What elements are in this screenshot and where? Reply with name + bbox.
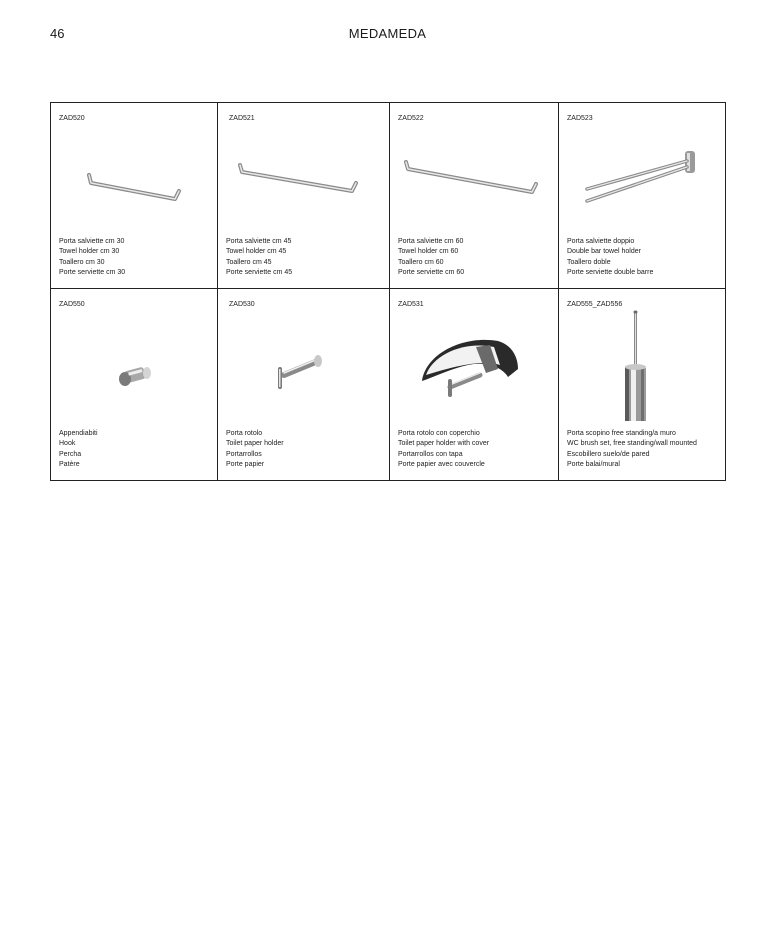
description-line-es: Percha — [59, 450, 82, 458]
description-line-en: Towel holder cm 60 — [398, 248, 459, 256]
description-line-fr: Porte serviette double barre — [567, 268, 654, 276]
description-line-it: Porta salviette doppio — [567, 238, 635, 245]
product-cell — [218, 103, 389, 288]
description-line-en: Towel holder cm 30 — [59, 248, 120, 256]
description-line-en: Towel holder cm 45 — [226, 248, 287, 256]
description-line-it: Porta rotolo — [226, 430, 263, 437]
product-code: ZAD522 — [398, 115, 424, 122]
product-description — [567, 429, 697, 470]
double-towel-bar-icon — [559, 131, 725, 231]
hook-icon — [51, 317, 217, 417]
description-line-fr: Patère — [59, 460, 80, 468]
description-line-en: Toilet paper holder — [226, 440, 284, 448]
product-description — [59, 237, 125, 278]
towel-bar-60-icon — [390, 131, 558, 231]
description-line-en: WC brush set, free standing/wall mounted — [567, 440, 697, 448]
product-description — [567, 237, 653, 278]
description-line-fr: Porte serviette cm 45 — [226, 268, 293, 276]
description-line-it: Appendiabiti — [59, 430, 98, 437]
product-cell — [390, 289, 558, 480]
description-line-es: Toallero cm 30 — [59, 258, 105, 266]
description-line-fr: Porte balai/mural — [567, 460, 620, 468]
description-line-es: Portarrollos — [226, 450, 262, 458]
product-description — [59, 429, 98, 470]
product-cell — [390, 103, 558, 288]
product-description — [398, 237, 464, 278]
product-cell — [559, 103, 725, 288]
product-cell — [51, 103, 217, 288]
brand-title: MEDAMEDA — [348, 26, 427, 41]
description-line-fr: Porte serviette cm 60 — [398, 268, 465, 276]
product-code: ZAD555_ZAD556 — [567, 301, 623, 308]
description-line-en: Double bar towel holder — [567, 248, 641, 256]
product-description — [226, 429, 284, 470]
toilet-paper-holder-icon — [218, 317, 389, 417]
covered-paper-holder-icon — [390, 317, 558, 417]
product-code: ZAD531 — [398, 301, 424, 308]
description-line-it: Porta rotolo con coperchio — [398, 430, 480, 437]
product-description — [226, 237, 292, 278]
product-code: ZAD550 — [59, 301, 85, 308]
description-line-fr: Porte papier — [226, 460, 265, 468]
product-code: ZAD521 — [229, 115, 255, 122]
product-grid — [50, 102, 726, 481]
description-line-es: Toallero doble — [567, 258, 611, 266]
product-code: ZAD520 — [59, 115, 85, 122]
description-line-en: Toilet paper holder with cover — [398, 440, 490, 448]
description-line-it: Porta salviette cm 45 — [226, 238, 292, 245]
product-description — [398, 429, 489, 470]
description-line-en: Hook — [59, 440, 76, 448]
product-code: ZAD530 — [229, 301, 255, 308]
product-cell — [559, 289, 725, 480]
description-line-fr: Porte papier avec couvercle — [398, 460, 485, 468]
description-line-it: Porta salviette cm 60 — [398, 238, 464, 245]
description-line-es: Toallero cm 45 — [226, 258, 272, 266]
description-line-es: Escobillero suelo/de pared — [567, 450, 650, 458]
description-line-it: Porta scopino free standing/a muro — [567, 430, 676, 437]
wc-brush-icon — [559, 309, 725, 421]
towel-bar-30-icon — [51, 131, 217, 231]
towel-bar-45-icon — [218, 131, 389, 231]
product-cell — [51, 289, 217, 480]
description-line-es: Toallero cm 60 — [398, 258, 444, 266]
product-cell — [218, 289, 389, 480]
description-line-es: Portarrollos con tapa — [398, 450, 463, 458]
description-line-fr: Porte serviette cm 30 — [59, 268, 126, 276]
description-line-it: Porta salviette cm 30 — [59, 238, 125, 245]
product-code: ZAD523 — [567, 115, 593, 122]
page-number: 46 — [50, 26, 65, 41]
